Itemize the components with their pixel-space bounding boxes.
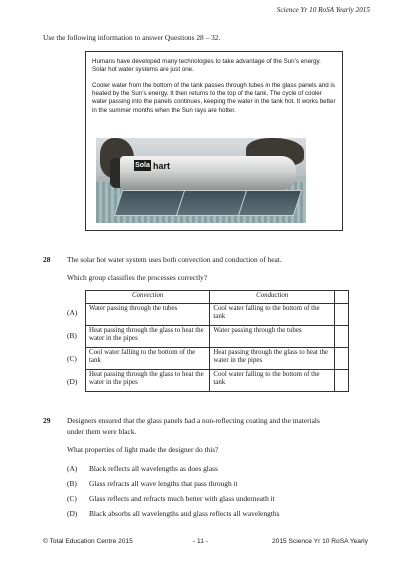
photo-brand-text: hart bbox=[153, 161, 171, 171]
q28-option-letter-b: (B) bbox=[67, 331, 77, 340]
information-box bbox=[85, 51, 343, 231]
intro-instruction: Use the following information to answer Questions 28 – 32. bbox=[43, 33, 221, 42]
answer-box bbox=[335, 348, 349, 370]
answer-box bbox=[335, 304, 349, 326]
answer-box bbox=[335, 370, 349, 392]
question-29-number: 29 bbox=[43, 416, 51, 425]
q29-option-letter-d: (D) bbox=[67, 509, 78, 518]
convection-header: Convection bbox=[86, 291, 210, 304]
q28-option-letter-d: (D) bbox=[67, 377, 78, 386]
footer-page-number: - 11 - bbox=[193, 538, 208, 545]
q29-option-d: Black absorbs all wavelengths and glass reflects all wavelengths bbox=[89, 509, 280, 518]
convection-cell: Water passing through the tubes bbox=[86, 304, 210, 326]
q29-option-a: Black reflects all wavelengths as does glass bbox=[89, 464, 218, 473]
q28-option-letter-c: (C) bbox=[67, 354, 77, 363]
question-29-stem-line-2: under them were black. bbox=[67, 427, 137, 436]
info-paragraph-2: Cooler water from the bottom of the tank passes through tubes in the glass panels and is heated by the Sun’s energy. It then returns to the top of the tank. The cycle of cooler water passing into the panels continues, keeping the water in the tank hot. It works better in the summer months when the Sun rays are hotter. bbox=[92, 81, 336, 114]
conduction-cell: Cool water falling to the bottom of the tank bbox=[210, 370, 335, 392]
table-row bbox=[86, 370, 349, 392]
page-header-title: Science Yr 10 RoSA Yearly 2015 bbox=[276, 6, 370, 14]
table-row bbox=[86, 348, 349, 370]
footer-copyright: © Total Education Centre 2015 bbox=[43, 538, 133, 545]
conduction-cell: Cool water falling to the bottom of the tank bbox=[210, 304, 335, 326]
question-28-number: 28 bbox=[43, 255, 51, 264]
q29-option-b: Glass refracts all wave lengths that pass through it bbox=[89, 479, 238, 488]
q28-option-letter-a: (A) bbox=[67, 308, 78, 317]
answer-box bbox=[335, 326, 349, 348]
q29-option-c: Glass reflects and refracts much better with glass underneath it bbox=[89, 494, 275, 503]
q29-option-letter-c: (C) bbox=[67, 494, 77, 503]
table-row bbox=[86, 326, 349, 348]
conduction-header: Conduction bbox=[210, 291, 335, 304]
question-28-stem: The solar hot water system uses both convection and conduction of heat. bbox=[67, 255, 282, 264]
photo-glass-panels bbox=[114, 190, 302, 216]
q29-option-letter-b: (B) bbox=[67, 479, 77, 488]
photo-brand-mark: Sola bbox=[135, 162, 150, 169]
solar-hot-water-photo bbox=[96, 138, 306, 223]
conduction-cell: Heat passing through the glass to heat the water in the pipes bbox=[210, 348, 335, 370]
question-28-prompt: Which group classifies the processes correctly? bbox=[67, 273, 208, 282]
question-29-stem-line-1: Designers ensured that the glass panels had a non-reflecting coating and the materials bbox=[67, 416, 320, 425]
classification-table bbox=[85, 290, 349, 392]
convection-cell: Cool water falling to the bottom of the tank bbox=[86, 348, 210, 370]
convection-cell: Heat passing through the glass to heat the water in the pipes bbox=[86, 370, 210, 392]
table-header-row bbox=[86, 291, 349, 304]
table-row bbox=[86, 304, 349, 326]
question-29-prompt: What properties of light made the designer do this? bbox=[67, 445, 219, 454]
q29-option-letter-a: (A) bbox=[67, 464, 78, 473]
footer-exam-title: 2015 Science Yr 10 RoSA Yearly bbox=[272, 538, 368, 545]
conduction-cell: Water passing through the tubes bbox=[210, 326, 335, 348]
answer-box-header bbox=[335, 291, 349, 304]
convection-cell: Heat passing through the glass to heat the water in the pipes bbox=[86, 326, 210, 348]
info-paragraph-1: Humans have developed many technologies to take advantage of the Sun’s energy. Solar hot water systems are just one. bbox=[92, 58, 321, 74]
